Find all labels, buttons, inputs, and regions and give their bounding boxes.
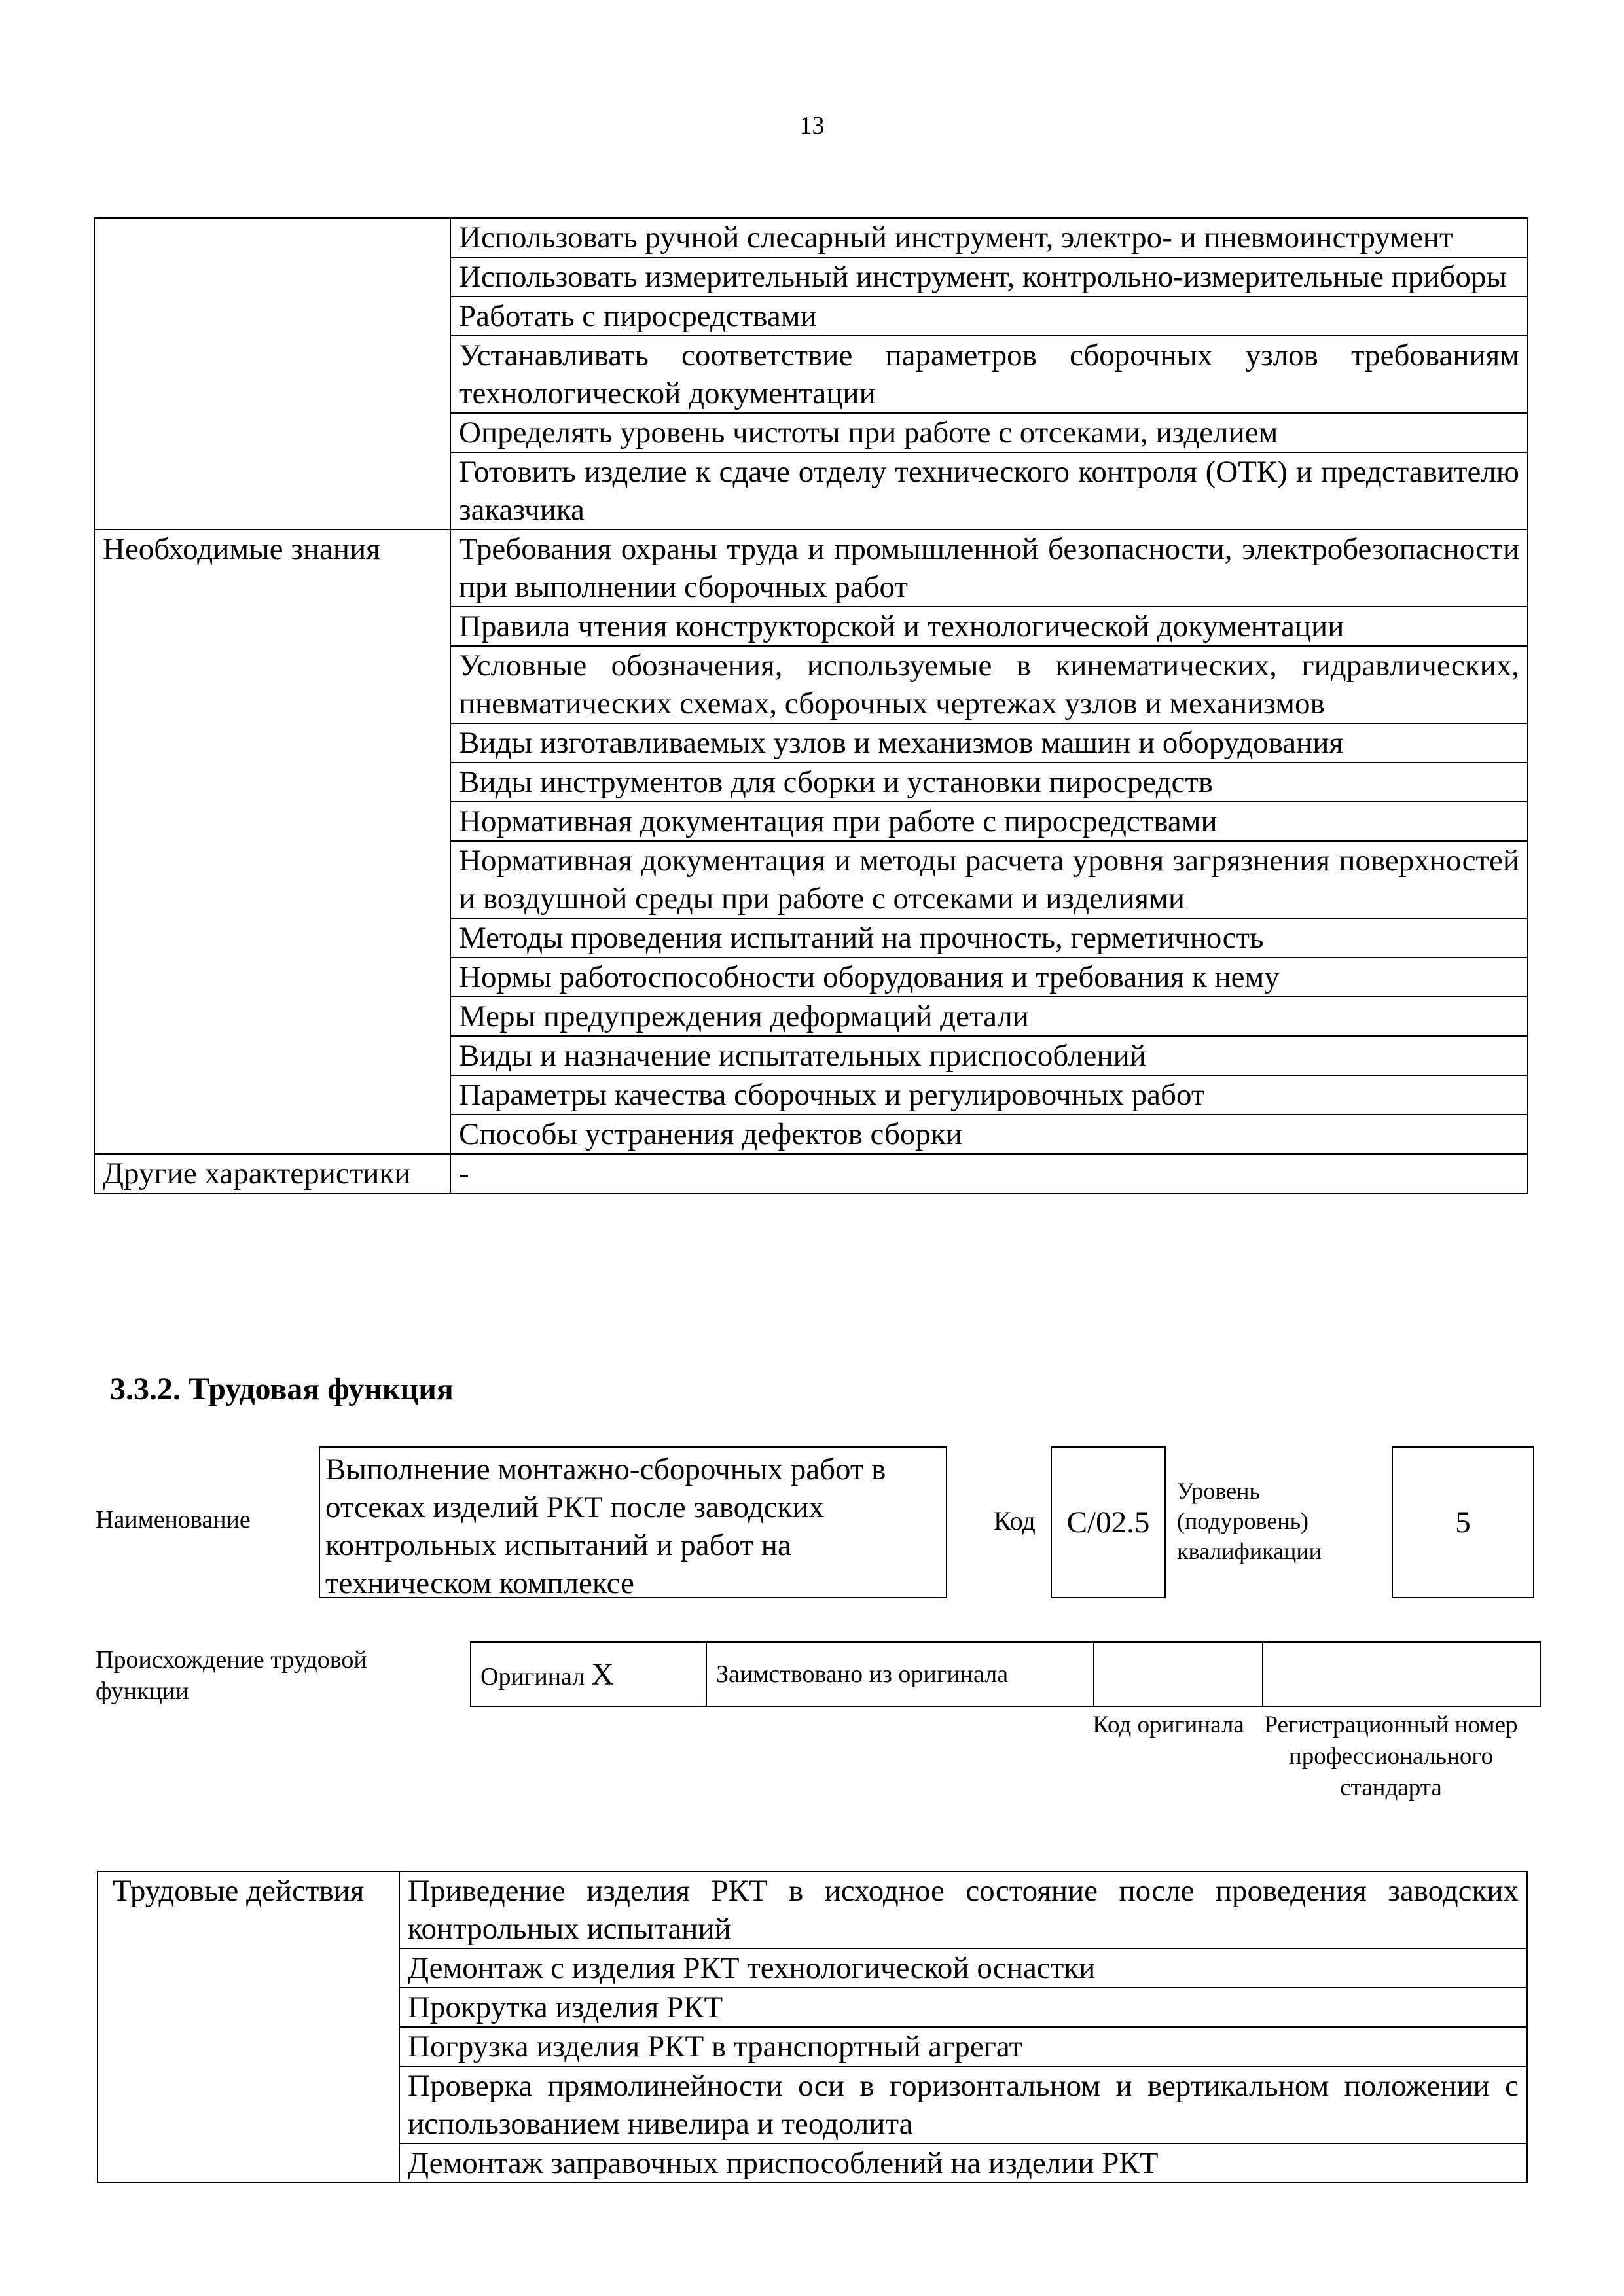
- table-row: [94, 1154, 1528, 1193]
- original-label: Оригинал: [480, 1662, 585, 1691]
- knowledge-item: Способы устранения дефектов сборки: [450, 1115, 1528, 1154]
- skill-item: Работать с пиросредствами: [450, 296, 1528, 336]
- labor-action-item: Демонтаж с изделия РКТ технологической оснастки: [399, 1948, 1527, 1988]
- labor-action-item: Погрузка изделия РКТ в транспортный агрегат: [399, 2027, 1527, 2066]
- origin-table: [470, 1641, 1541, 1707]
- skill-item: Использовать измерительный инструмент, контрольно-измерительные приборы: [450, 257, 1528, 296]
- registration-number-cell: [1263, 1642, 1540, 1706]
- skills-knowledge-table: [94, 217, 1528, 1194]
- knowledge-item: Параметры качества сборочных и регулировочных работ: [450, 1075, 1528, 1115]
- knowledge-item: Правила чтения конструкторской и технологической документации: [450, 607, 1528, 646]
- labor-actions-label: Трудовые действия: [98, 1871, 399, 2183]
- knowledge-label: Необходимые знания: [94, 529, 450, 1154]
- table-row: [98, 1871, 1527, 1948]
- function-name-box: Выполнение монтажно-сборочных работ в отсеках изделий РКТ после заводских контрольных испытаний и работ на техническом комплексе: [319, 1446, 947, 1598]
- original-code-cell: [1094, 1642, 1263, 1706]
- labor-action-item: Демонтаж заправочных приспособлений на изделии РКТ: [399, 2144, 1527, 2183]
- registration-number-caption: Регистрационный номер профессионального стандарта: [1264, 1712, 1518, 1801]
- borrowed-cell: [706, 1642, 1094, 1706]
- knowledge-item: Условные обозначения, используемые в кинематических, гидравлических, пневматических схемах, сборочных чертежах узлов и механизмов: [450, 646, 1528, 723]
- skill-item: Использовать ручной слесарный инструмент, электро- и пневмоинструмент: [450, 218, 1528, 257]
- borrowed-label: Заимствовано из оригинала: [716, 1660, 1009, 1688]
- origin-label: Происхождение трудовой функции: [96, 1646, 367, 1705]
- qualification-level-box: 5: [1392, 1446, 1534, 1598]
- original-mark: X: [591, 1657, 614, 1692]
- section-heading: 3.3.2. Трудовая функция: [110, 1372, 454, 1407]
- knowledge-item: Виды инструментов для сборки и установки пиросредств: [450, 762, 1528, 802]
- skill-item: Определять уровень чистоты при работе с отсеками, изделием: [450, 413, 1528, 452]
- knowledge-item: Нормативная документация и методы расчета уровня загрязнения поверхностей и воздушной среды при работе с отсеками и изделиями: [450, 841, 1528, 918]
- skills-label-cell: [94, 218, 450, 529]
- original-code-caption: Код оригинала: [1092, 1712, 1244, 1738]
- labor-action-item: Проверка прямолинейности оси в горизонтальном и вертикальном положении с использованием нивелира и теодолита: [399, 2066, 1527, 2144]
- knowledge-item: Меры предупреждения деформаций детали: [450, 997, 1528, 1036]
- other-characteristics-value: -: [450, 1154, 1528, 1193]
- page-number: 13: [799, 112, 825, 139]
- table-row: [94, 218, 1528, 257]
- original-cell: [471, 1642, 706, 1706]
- labor-actions-table: [97, 1871, 1528, 2183]
- skill-item: Устанавливать соответствие параметров сборочных узлов требованиям технологической документации: [450, 336, 1528, 413]
- labor-action-item: Прокрутка изделия РКТ: [399, 1988, 1527, 2027]
- knowledge-item: Требования охраны труда и промышленной безопасности, электробезопасности при выполнении сборочных работ: [450, 529, 1528, 607]
- function-code-box: С/02.5: [1051, 1446, 1166, 1598]
- knowledge-item: Виды и назначение испытательных приспособлений: [450, 1036, 1528, 1075]
- level-label: Уровень (подуровень) квалификации: [1177, 1478, 1322, 1564]
- code-label: Код: [994, 1506, 1036, 1535]
- skill-item: Готовить изделие к сдаче отделу технического контроля (ОТК) и представителю заказчика: [450, 452, 1528, 529]
- knowledge-item: Виды изготавливаемых узлов и механизмов машин и оборудования: [450, 723, 1528, 762]
- table-row: [94, 529, 1528, 607]
- knowledge-item: Нормы работоспособности оборудования и требования к нему: [450, 958, 1528, 997]
- other-characteristics-label: Другие характеристики: [94, 1154, 450, 1193]
- knowledge-item: Нормативная документация при работе с пиросредствами: [450, 802, 1528, 841]
- knowledge-item: Методы проведения испытаний на прочность, герметичность: [450, 918, 1528, 958]
- name-label: Наименование: [96, 1506, 251, 1534]
- labor-action-item: Приведение изделия РКТ в исходное состояние после проведения заводских контрольных испытаний: [399, 1871, 1527, 1948]
